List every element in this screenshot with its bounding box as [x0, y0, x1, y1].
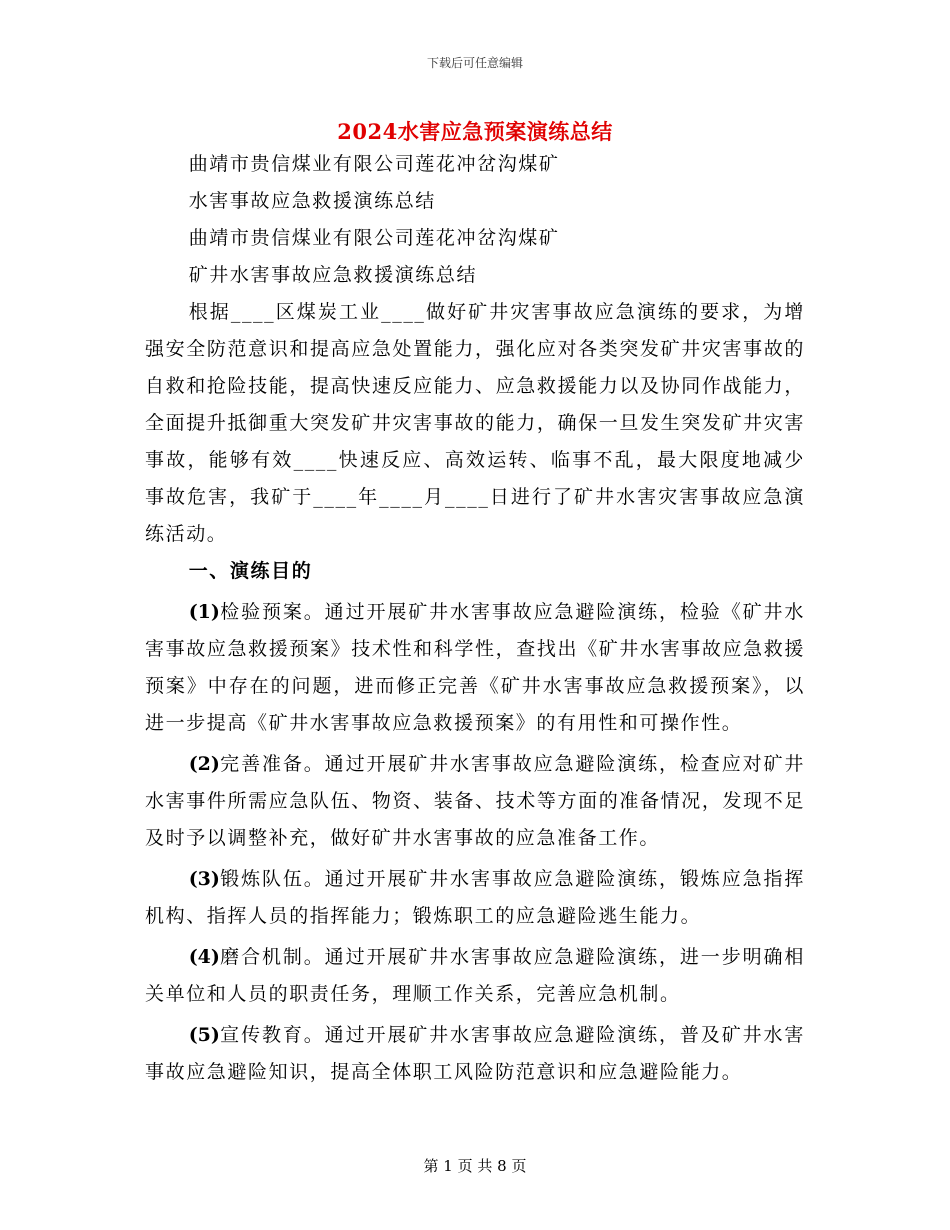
item-text: 检验预案。通过开展矿井水害事故应急避险演练，检验《矿井水害事故应急救援预案》技术性和科学性，查找出《矿井水害事故应急救援预案》中存在的问题，进而修正完善《矿井水害事故应急救援预案》，以进一步提高《矿井水害事故应急救援预案》的有用性和可操作性。 — [145, 601, 805, 734]
purpose-item — [145, 861, 805, 935]
section-heading: 一、演练目的 — [188, 560, 313, 582]
opening-paragraph: 根据____区煤炭工业____做好矿井灾害事故应急演练的要求，为增强安全防范意识和提高应急处置能力，强化应对各类突发矿井灾害事故的自救和抢险技能，提高快速反应能力、应急救援能力以及协同作战能力，全面提升抵御重大突发矿井灾害事故的能力，确保一旦发生突发矿井灾害事故，能够有效____快速反应、高效运转、临事不乱，最大限度地减少事故危害，我矿于____年____月____日进行了矿井水害灾害事故应急演练活动。 — [145, 301, 805, 545]
page-footer: 第 1 页 共 8 页 — [423, 1157, 527, 1175]
intro-line: 水害事故应急救援演练总结 — [188, 190, 436, 212]
purpose-item — [145, 939, 805, 1013]
item-number: (4) — [188, 946, 220, 968]
purpose-item — [145, 1017, 805, 1091]
purpose-item — [145, 594, 805, 742]
intro-line: 曲靖市贵信煤业有限公司莲花冲岔沟煤矿 — [188, 153, 560, 175]
item-text: 锻炼队伍。通过开展矿井水害事故应急避险演练，锻炼应急指挥机构、指挥人员的指挥能力；锻炼职工的应急避险逃生能力。 — [145, 868, 805, 927]
item-number: (3) — [188, 868, 220, 890]
item-text: 完善准备。通过开展矿井水害事故应急避险演练，检查应对矿井水害事件所需应急队伍、物资、装备、技术等方面的准备情况，发现不足及时予以调整补充，做好矿井水害事故的应急准备工作。 — [145, 753, 805, 849]
intro-line: 曲靖市贵信煤业有限公司莲花冲岔沟煤矿 — [188, 227, 560, 249]
item-number: (2) — [188, 753, 220, 775]
item-text: 磨合机制。通过开展矿井水害事故应急避险演练，进一步明确相关单位和人员的职责任务，理顺工作关系，完善应急机制。 — [145, 946, 805, 1005]
document-title: 2024水害应急预案演练总结 — [337, 119, 613, 144]
item-number: (5) — [188, 1024, 220, 1046]
intro-line: 矿井水害事故应急救援演练总结 — [188, 264, 478, 286]
purpose-item — [145, 746, 805, 857]
item-text: 宣传教育。通过开展矿井水害事故应急避险演练，普及矿井水害事故应急避险知识，提高全体职工风险防范意识和应急避险能力。 — [145, 1024, 805, 1083]
header-note: 下载后可任意编辑 — [426, 56, 523, 70]
item-number: (1) — [188, 601, 220, 623]
document-body — [145, 146, 805, 1091]
